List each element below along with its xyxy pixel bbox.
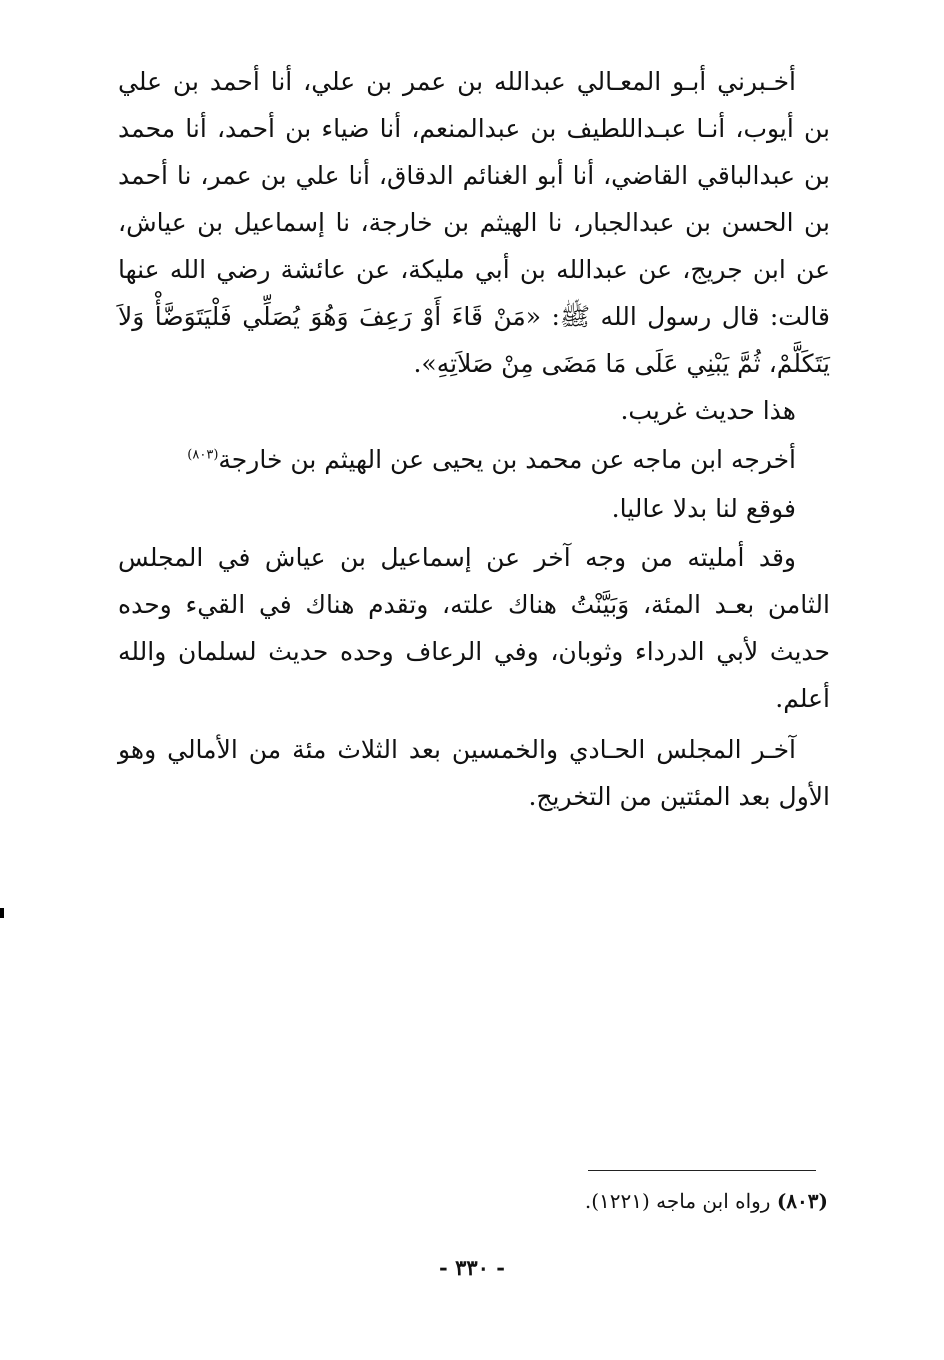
main-text [118,58,830,824]
paragraph-takhrij [118,436,830,483]
page-number: - ٣٣٠ - [439,1255,505,1280]
footnote-number: (٨٠٣) [776,1189,828,1213]
scan-mark [0,908,4,918]
footnote-text: رواه ابن ماجه (١٢٢١). [584,1189,771,1213]
paragraph-session-end: آخـر المجلس الحـادي والخمسين بعد الثلاث مئة من الأمالي وهو الأول بعد المئتين من التخريج. [118,735,830,811]
paragraph-elevated-chain: فوقع لنا بدلا عاليا. [611,494,796,523]
paragraph-other-route: وقد أمليته من وجه آخر عن إسماعيل بن عياش في المجلس الثامن بعـد المئة، وَبَيَّنْتُ هناك علته، وتقدم هناك في القيء وحده حديث لأبي الدرداء وثوبان، وفي الرعاف وحده حديث لسلمان والله أعلم. [118,543,830,713]
takhrij-text: أخرجه ابن ماجه عن محمد بن يحيى عن الهيثم بن خارجة [218,445,796,474]
footnote-reference[interactable]: (٨٠٣) [187,447,219,463]
paragraph-grading: هذا حديث غريب. [620,396,796,425]
paragraph-hadith-chain: أخـبرني أبـو المعـالي عبدالله بن عمر بن علي، أنا أحمد بن علي بن أيوب، أنـا عبـداللطيف بن عبدالمنعم، أنا ضياء بن أحمد، أنا محمد بن عبدالباقي القاضي، أنا أبو الغنائم الدقاق، أنا علي بن عمر، نا أحمد بن الحسن بن عبدالجبار، نا الهيثم بن خارجة، نا إسماعيل بن عياش، عن ابن جريج، عن عبدالله بن أبي مليكة، عن عائشة رضي الله عنها قالت: قال رسول الله ﷺ: «مَنْ قَاءَ أَوْ رَعِفَ وَهُوَ يُصَلِّي فَلْيَتَوَضَّأْ وَلاَ يَتَكَلَّمْ، ثُمَّ يَبْنِي عَلَى مَا مَضَى مِنْ صَلاَتِهِ». [118,67,830,378]
footnote-divider [588,1170,816,1171]
footnote [300,1186,828,1216]
